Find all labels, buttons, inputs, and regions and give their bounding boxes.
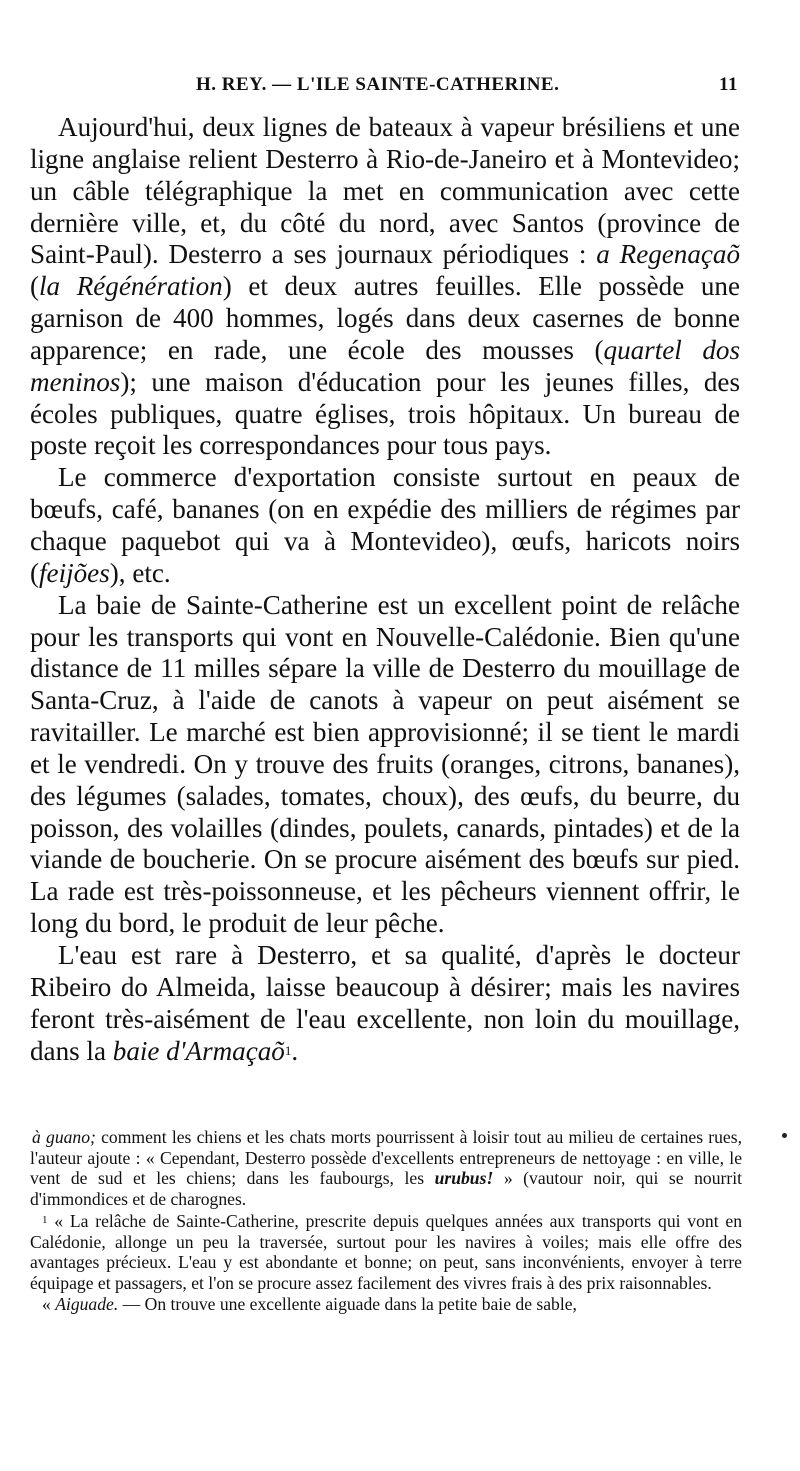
- text-run: (: [30, 271, 40, 302]
- text-run: Le commerce d'exportation consiste surtout en peaux de bœufs, café, bananes (on en expédie des milliers de régimes par chaque paquebot qui va à Montevideo), œufs, haricots noirs (: [30, 462, 740, 588]
- margin-mark: [782, 1133, 787, 1138]
- running-title: H. REY. — L'ILE SAINTE-CATHERINE.: [196, 74, 560, 95]
- paragraph-eau: [30, 940, 740, 1068]
- text-run: ), etc.: [109, 557, 171, 588]
- text-run: L'eau est rare à Desterro, et sa qualité, d'après le docteur Ribeiro do Almeida, laisse beaucoup à désirer; mais les navires feront très-aisément de l'eau excellente, non loin du mouillage, dans la: [30, 939, 740, 1067]
- italic-term: a Regenaçaõ: [596, 239, 740, 270]
- footnote-1: [30, 1210, 742, 1294]
- text-run: ); une maison d'éducation pour les jeunes filles, des écoles publiques, quatre églises, trois hôpitaux. Un bureau de poste reçoit les correspondances pour tous pays.: [30, 366, 740, 461]
- text-run: ) et deux autres feuilles. Elle possède une garnison de 400 hommes, logés dans deux casernes de bonne apparence; en rade, une école des mousses (: [30, 271, 740, 365]
- page-number: 11: [719, 74, 738, 95]
- text-run: « La relâche de Sainte-Catherine, prescrite depuis quelques années aux transports qui vont en Calédonie, allonge un peu la traversée, surtout pour les navires à voiles; mais elle offre des avantages précieux. L'eau y est abondante et bonne; on peut, sans inconvénients, envoyer à terre équipage et passagers, et l'on se procure assez facilement des vivres frais à des prix raisonnables.: [30, 1210, 742, 1293]
- text-run: «: [42, 1293, 56, 1314]
- italic-term: baie d'Armaçaõ: [112, 1036, 285, 1067]
- text-run: » (vautour noir, qui se nourrit d'immondices et de charognes.: [30, 1168, 742, 1210]
- italic-term: Aiguade.: [55, 1293, 119, 1314]
- footnotes: [30, 1127, 742, 1314]
- italic-term: feijões: [39, 557, 110, 588]
- paragraph-desterro: [30, 112, 740, 462]
- italic-term: la Régénération: [39, 271, 223, 302]
- paragraph-commerce: [30, 462, 740, 589]
- footnote-continuation: [30, 1127, 742, 1210]
- italic-term: à guano;: [32, 1127, 96, 1147]
- text-run: Aujourd'hui, deux lignes de bateaux à vapeur brésiliens et une ligne anglaise relient Desterro à Rio-de-Janeiro et à Montevideo; un câble télégraphique la met en communication avec cette dernière ville, et, du côté du nord, avec Santos (province de Saint-Paul). Desterro a ses journaux périodiques :: [30, 112, 740, 270]
- text-run: .: [291, 1036, 299, 1067]
- text-run: comment les chiens et les chats morts pourrissent à loisir tout au milieu de certaines rues, l'auteur ajoute : « Cependant, Desterro possède d'excellents entrepreneurs de nettoyage : en ville, le vent de sud et les chiens; dans les faubourgs, les: [30, 1127, 742, 1189]
- main-text: [30, 112, 740, 1068]
- footnote-aiguade: [30, 1294, 742, 1315]
- paragraph-baie: La baie de Sainte-Catherine est un excellent point de relâche pour les transports qui vont en Nouvelle-Calédonie. Bien qu'une distance de 11 milles sépare la ville de Desterro du mouillage de Santa-Cruz, à l'aide de canots à vapeur on peut aisément se ravitailler. Le marché est bien approvisionné; il se tient le mardi et le vendredi. On y trouve des fruits (oranges, citrons, bananes), des légumes (salades, tomates, choux), des œufs, du beurre, du poisson, des volailles (dindes, poulets, canards, pintades) et de la viande de boucherie. On se procure aisément des bœufs sur pied. La rade est très-poissonneuse, et les pêcheurs viennent offrir, le long du bord, le produit de leur pêche.: [30, 589, 740, 939]
- footnote-marker: 1: [284, 1043, 292, 1059]
- footnote-number: 1: [42, 1213, 48, 1226]
- italic-term: quartel dos meninos: [30, 334, 740, 397]
- text-run: — On trouve une excellente aiguade dans la petite baie de sable,: [118, 1293, 577, 1314]
- italic-term: urubus!: [434, 1168, 494, 1189]
